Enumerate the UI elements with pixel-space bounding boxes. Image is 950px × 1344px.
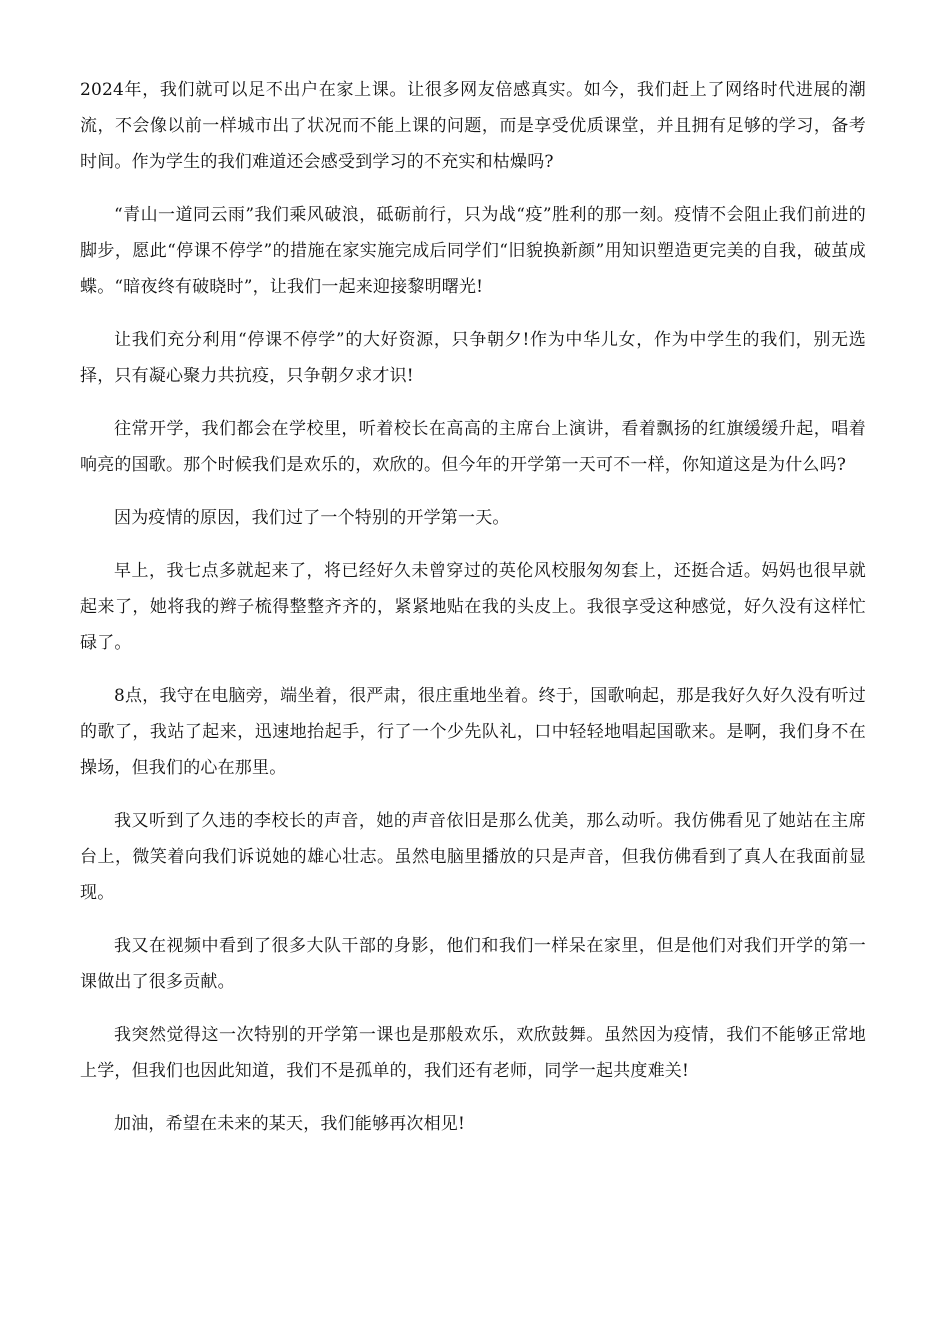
paragraph-2: “青山一道同云雨”我们乘风破浪，砥砺前行，只为战“疫”胜利的那一刻。疫情不会阻止我们前进的脚步，愿此“停课不停学”的措施在家实施完成后同学们“旧貌换新颜”用知识塑造更完美的自我，破茧成蝶。“暗夜终有破晓时”，让我们一起来迎接黎明曙光!	[80, 205, 866, 297]
paragraph-4: 往常开学，我们都会在学校里，听着校长在高高的主席台上演讲，看着飘扬的红旗缓缓升起，唱着响亮的国歌。那个时候我们是欢乐的，欢欣的。但今年的开学第一天可不一样，你知道这是为什么吗?	[80, 419, 866, 475]
paragraph-11: 加油，希望在未来的某天，我们能够再次相见!	[114, 1114, 466, 1134]
paragraph-8: 我又听到了久违的李校长的声音，她的声音依旧是那么优美，那么动听。我仿佛看见了她站在主席台上，微笑着向我们诉说她的雄心壮志。虽然电脑里播放的只是声音，但我仿佛看到了真人在我面前显现。	[80, 811, 866, 903]
paragraph-9: 我又在视频中看到了很多大队干部的身影，他们和我们一样呆在家里，但是他们对我们开学的第一课做出了很多贡献。	[80, 936, 866, 992]
paragraph-5: 因为疫情的原因，我们过了一个特别的开学第一天。	[114, 508, 510, 528]
paragraph-3: 让我们充分利用“停课不停学”的大好资源，只争朝夕!作为中华儿女，作为中学生的我们，别无选择，只有凝心聚力共抗疫，只争朝夕求才识!	[80, 330, 866, 386]
document-body	[80, 72, 866, 1159]
paragraph-1: 2024年，我们就可以足不出户在家上课。让很多网友倍感真实。如今，我们赶上了网络时代进展的潮流，不会像以前一样城市出了状况而不能上课的问题，而是享受优质课堂，并且拥有足够的学习，备考时间。作为学生的我们难道还会感受到学习的不充实和枯燥吗?	[80, 80, 866, 172]
paragraph-6: 早上，我七点多就起来了，将已经好久未曾穿过的英伦风校服匆匆套上，还挺合适。妈妈也很早就起来了，她将我的辫子梳得整整齐齐的，紧紧地贴在我的头皮上。我很享受这种感觉，好久没有这样忙碌了。	[80, 561, 866, 653]
paragraph-7: 8点，我守在电脑旁，端坐着，很严肃，很庄重地坐着。终于，国歌响起，那是我好久好久没有听过的歌了，我站了起来，迅速地抬起手，行了一个少先队礼，口中轻轻地唱起国歌来。是啊，我们身不在操场，但我们的心在那里。	[80, 686, 866, 778]
paragraph-10: 我突然觉得这一次特别的开学第一课也是那般欢乐，欢欣鼓舞。虽然因为疫情，我们不能够正常地上学，但我们也因此知道，我们不是孤单的，我们还有老师，同学一起共度难关!	[80, 1025, 866, 1081]
